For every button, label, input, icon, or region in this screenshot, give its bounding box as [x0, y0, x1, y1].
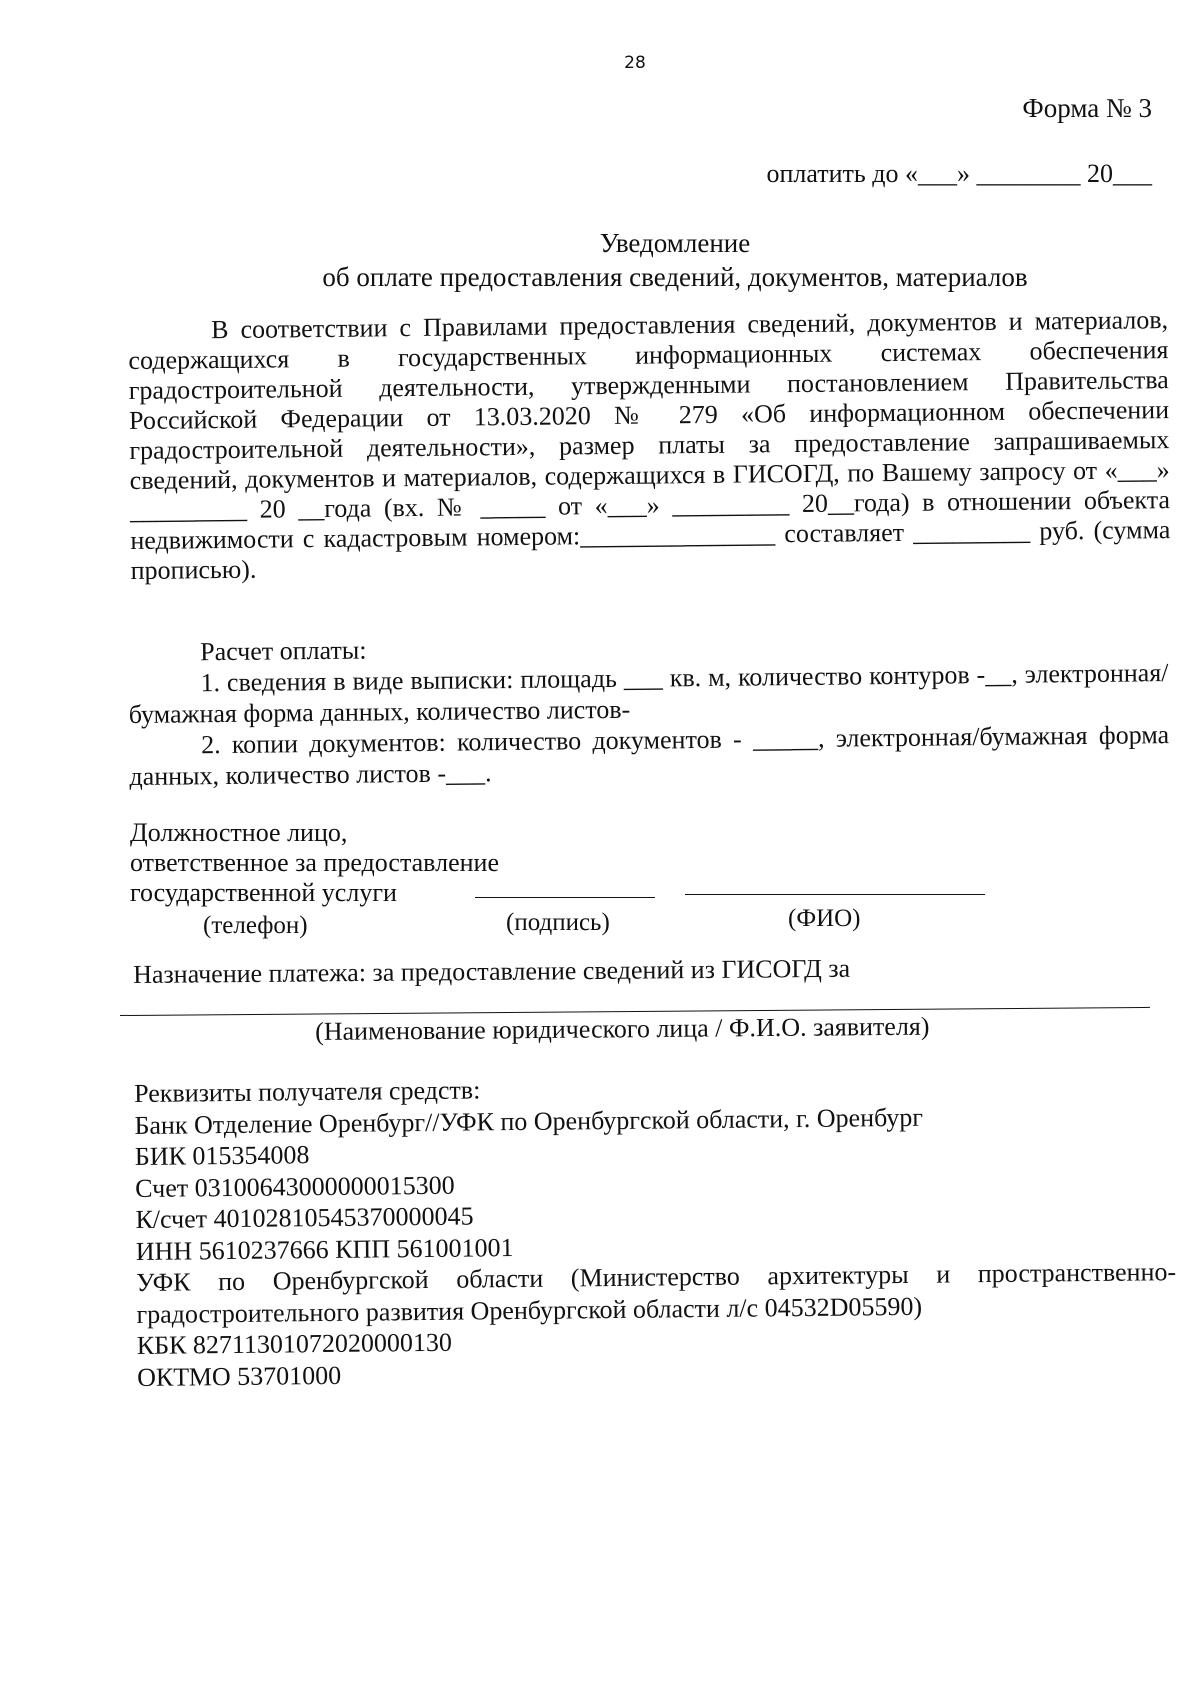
page-number: 28 [624, 53, 646, 73]
form-number: Форма № 3 [1022, 93, 1152, 123]
recipient-requisites [134, 1067, 1177, 1393]
fio-line [685, 894, 985, 895]
phone-label: (телефон) [203, 912, 308, 939]
calc-item-2: 2. копии документов: количество документов - _____, электронная/бумажная форма данных, количество листов -___. [129, 720, 1170, 791]
requisites-oktmo: ОКТМО 53701000 [136, 1360, 342, 1392]
fio-label: (ФИО) [788, 905, 861, 932]
requisites-corr-account: К/счет 40102810545370000045 [135, 1201, 474, 1234]
official-line-1: Должностное лицо, [130, 818, 348, 847]
notice-body [128, 305, 1171, 586]
payment-purpose: Назначение платежа: за предоставление сведений из ГИСОГД за [133, 953, 851, 989]
signature-label: (подпись) [506, 909, 610, 936]
official-line-3: государственной услуги [130, 878, 397, 907]
payer-label: (Наименование юридического лица / Ф.И.О. заявителя) [315, 1011, 930, 1046]
requisites-account: Счет 03100643000000015300 [135, 1170, 455, 1203]
payment-calculation [128, 626, 1170, 792]
requisites-heading: Реквизиты получателя средств: [134, 1075, 481, 1108]
calc-heading: Расчет оплаты: [200, 635, 367, 667]
requisites-bank: Банк Отделение Оренбург//УФК по Оренбургской области, г. Оренбург [134, 1102, 924, 1140]
pay-by-line: оплатить до «___» ________ 20___ [766, 159, 1152, 188]
signature-line [475, 897, 655, 898]
requisites-inn-kpp: ИНН 5610237666 КПП 561001001 [135, 1232, 514, 1266]
requisites-ufk: УФК по Оренбургской области (Министерство архитектуры и пространственно-градостроительного развития Оренбургской области л/с 04532D05590) [135, 1257, 1177, 1329]
notice-paragraph: В соответствии с Правилами предоставления сведений, документов и материалов, содержащихся в государственных информационных системах обеспечения градостроительной деятельности, утвержденными постановлением Правительства Российской Федерации от 13.03.2020 № 279 «Об информационном обеспечении градостроительной деятельности», размер платы за предоставление запрашиваемых сведений, документов и материалов, содержащихся в ГИСОГД, по Вашему запросу от «___» _________ 20 __года (вх. № _____ от «___» _________ 20__года) в отношении объекта недвижимости с кадастровым номером:_______________ составляет _________ руб. (сумма прописью). [128, 305, 1171, 585]
requisites-bik: БИК 015354008 [134, 1140, 310, 1171]
requisites-kbk: КБК 82711301072020000130 [136, 1327, 453, 1360]
official-line-2: ответственное за предоставление [130, 848, 499, 877]
document-title: Уведомление [599, 228, 751, 258]
calc-item-1: 1. сведения в виде выписки: площадь ___ кв. м, количество контуров -__, электронная/бумажная форма данных, количество листов- [128, 658, 1169, 729]
document-subtitle: об оплате предоставления сведений, документов, материалов [322, 262, 1028, 292]
